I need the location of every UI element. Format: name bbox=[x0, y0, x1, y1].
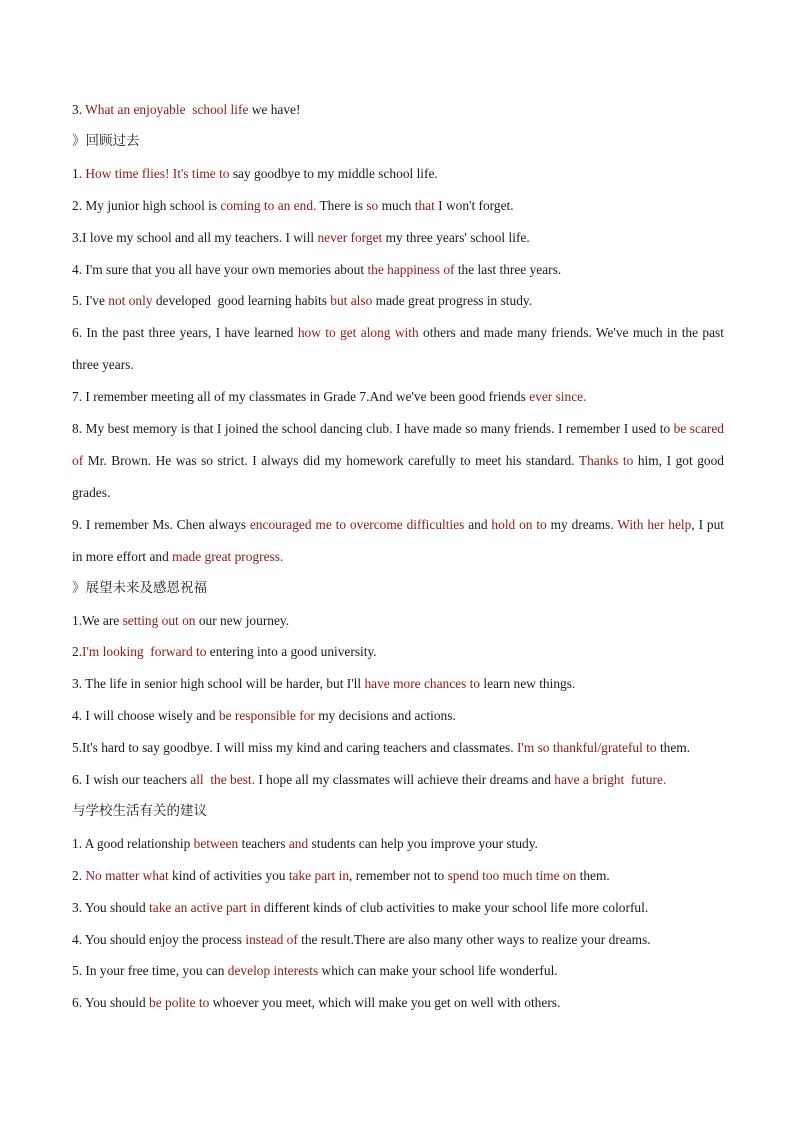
text-run: 2. bbox=[72, 644, 83, 660]
text-run: 9. I remember Ms. Chen always bbox=[72, 516, 250, 532]
text-run: , remember not to bbox=[349, 867, 448, 883]
highlighted-phrase: instead of bbox=[245, 931, 298, 947]
text-run: I hope all my classmates will achieve their dreams and bbox=[254, 772, 555, 788]
text-run: kind of activities you bbox=[168, 867, 289, 883]
paragraph bbox=[72, 764, 724, 796]
paragraph bbox=[72, 955, 724, 987]
paragraph bbox=[72, 892, 724, 924]
paragraph bbox=[72, 285, 724, 317]
text-run: others and made many friends. We've much in the past three years. bbox=[72, 325, 728, 373]
highlighted-phrase: how to get along with bbox=[297, 325, 419, 341]
paragraph bbox=[72, 987, 724, 1019]
paragraph bbox=[72, 924, 724, 956]
paragraph bbox=[72, 222, 724, 254]
text-run: 5.It's hard to say goodbye. I will miss my kind and caring teachers and classmates. bbox=[72, 740, 517, 756]
highlighted-phrase: With her help bbox=[617, 516, 692, 532]
text-run: whoever you meet, which will make you get on well with others. bbox=[209, 995, 561, 1011]
paragraph bbox=[72, 636, 724, 668]
text-run: 1. bbox=[72, 165, 86, 181]
highlighted-phrase: but also bbox=[330, 293, 373, 309]
highlighted-phrase: Thanks to bbox=[578, 452, 634, 468]
highlighted-phrase: What an enjoyable school life bbox=[85, 102, 249, 117]
section-heading bbox=[72, 796, 724, 828]
highlighted-phrase: not only bbox=[108, 293, 153, 309]
text-run: 4. I will choose wisely and bbox=[72, 708, 219, 724]
text-run: 5. I've bbox=[72, 293, 109, 309]
text-run: much bbox=[378, 197, 415, 213]
text-run: , I put in more effort and bbox=[72, 516, 728, 564]
paragraph bbox=[72, 158, 724, 190]
text-run: different kinds of club activities to make your school life more colorful. bbox=[260, 899, 649, 915]
paragraph bbox=[72, 254, 724, 286]
highlighted-phrase: spend too much time on bbox=[447, 867, 577, 883]
text-run: made great progress in study. bbox=[372, 293, 533, 309]
text-run: 6. In the past three years, I have learned bbox=[72, 325, 298, 341]
highlighted-phrase: No matter what bbox=[85, 867, 169, 883]
highlighted-phrase: be responsible for bbox=[218, 708, 315, 724]
text-run: the result.There are also many other ways to realize your dreams. bbox=[297, 931, 651, 947]
highlighted-phrase: have a bright future. bbox=[554, 772, 667, 788]
highlighted-phrase: so bbox=[366, 197, 379, 213]
text-run: 》展望未来及感恩祝福 bbox=[72, 579, 207, 596]
highlighted-phrase: and bbox=[288, 835, 309, 851]
highlighted-phrase: between bbox=[193, 835, 239, 851]
text-run: 8. My best memory is that I joined the school dancing club. I have made so many friends. I remember I used to bbox=[72, 421, 674, 437]
text-run: students can help you improve your study. bbox=[308, 835, 538, 851]
highlighted-phrase: coming to an end. bbox=[220, 197, 317, 213]
text-run: 2. bbox=[72, 867, 86, 883]
highlighted-phrase: that bbox=[414, 197, 435, 213]
text-run: 4. You should enjoy the process bbox=[72, 931, 246, 947]
text-run: say goodbye to my middle school life. bbox=[229, 165, 438, 181]
paragraph bbox=[72, 828, 724, 860]
paragraph bbox=[72, 317, 728, 381]
text-run: my three years' school life. bbox=[382, 229, 530, 245]
text-run: my dreams. bbox=[546, 516, 618, 532]
highlighted-phrase: be scared of bbox=[72, 421, 728, 468]
text-run: 3. bbox=[72, 102, 86, 117]
text-run: I won't forget. bbox=[434, 197, 514, 213]
text-run: 3. The life in senior high school will be harder, but I'll bbox=[72, 676, 365, 692]
text-run: which can make your school life wonderful. bbox=[318, 963, 558, 979]
text-run: him, I got good grades. bbox=[72, 452, 728, 500]
text-run: the last three years. bbox=[454, 261, 562, 277]
text-run: 4. I'm sure that you all have your own memories about bbox=[72, 261, 368, 277]
text-run: 6. You should bbox=[72, 995, 150, 1011]
text-run: we have! bbox=[248, 102, 301, 117]
text-run: them. bbox=[576, 867, 610, 883]
paragraph bbox=[72, 94, 724, 126]
text-run: our new journey. bbox=[195, 612, 290, 628]
paragraph bbox=[72, 190, 724, 222]
text-run: 3.I love my school and all my teachers. I will bbox=[72, 229, 318, 245]
highlighted-phrase: take an active part in bbox=[149, 899, 261, 915]
text-run: 1. A good relationship bbox=[72, 835, 194, 851]
section-heading bbox=[72, 126, 724, 158]
paragraph bbox=[72, 413, 728, 509]
text-run: my decisions and actions. bbox=[314, 708, 456, 724]
highlighted-phrase: the happiness of bbox=[367, 261, 455, 277]
text-run: them. bbox=[656, 740, 691, 756]
text-run: 1.We are bbox=[72, 612, 123, 628]
document-body bbox=[72, 94, 728, 1019]
highlighted-phrase: have more chances to bbox=[364, 676, 481, 692]
highlighted-phrase: all the best. bbox=[190, 772, 255, 788]
highlighted-phrase: develop interests bbox=[227, 963, 319, 979]
paragraph bbox=[72, 381, 724, 413]
paragraph bbox=[72, 860, 724, 892]
text-run: 》回顾过去 bbox=[72, 132, 140, 149]
highlighted-phrase: I'm so thankful/grateful to bbox=[516, 740, 657, 756]
highlighted-phrase: How time flies! It's time to bbox=[85, 165, 230, 181]
section-heading bbox=[72, 573, 724, 605]
text-run: 与学校生活有关的建议 bbox=[72, 802, 207, 819]
paragraph bbox=[72, 509, 728, 573]
text-run: 3. You should bbox=[72, 899, 150, 915]
highlighted-phrase: ever since. bbox=[529, 389, 587, 405]
paragraph bbox=[72, 668, 724, 700]
highlighted-phrase: hold on to bbox=[491, 516, 547, 532]
highlighted-phrase: encouraged me to overcome difficulties bbox=[249, 516, 465, 532]
highlighted-phrase: made great progress. bbox=[172, 548, 284, 564]
paragraph bbox=[72, 732, 724, 764]
paragraph bbox=[72, 605, 724, 637]
text-run: entering into a good university. bbox=[206, 644, 377, 660]
text-run: developed good learning habits bbox=[152, 293, 331, 309]
text-run: Mr. Brown. He was so strict. I always did my homework carefully to meet his standard. bbox=[83, 452, 579, 468]
text-run: 2. My junior high school is bbox=[72, 197, 221, 213]
text-run: teachers bbox=[238, 835, 289, 851]
paragraph bbox=[72, 700, 724, 732]
text-run: 6. I wish our teachers bbox=[72, 772, 191, 788]
highlighted-phrase: I'm looking forward to bbox=[82, 644, 207, 660]
text-run: 7. I remember meeting all of my classmates in Grade 7.And we've been good friends bbox=[72, 389, 530, 405]
highlighted-phrase: never forget bbox=[317, 229, 383, 245]
text-run: 5. In your free time, you can bbox=[72, 963, 228, 979]
highlighted-phrase: be polite to bbox=[149, 995, 210, 1011]
text-run: There is bbox=[316, 197, 367, 213]
text-run: learn new things. bbox=[480, 676, 576, 692]
text-run: and bbox=[464, 516, 492, 532]
highlighted-phrase: take part in bbox=[288, 867, 350, 883]
highlighted-phrase: setting out on bbox=[122, 612, 196, 628]
